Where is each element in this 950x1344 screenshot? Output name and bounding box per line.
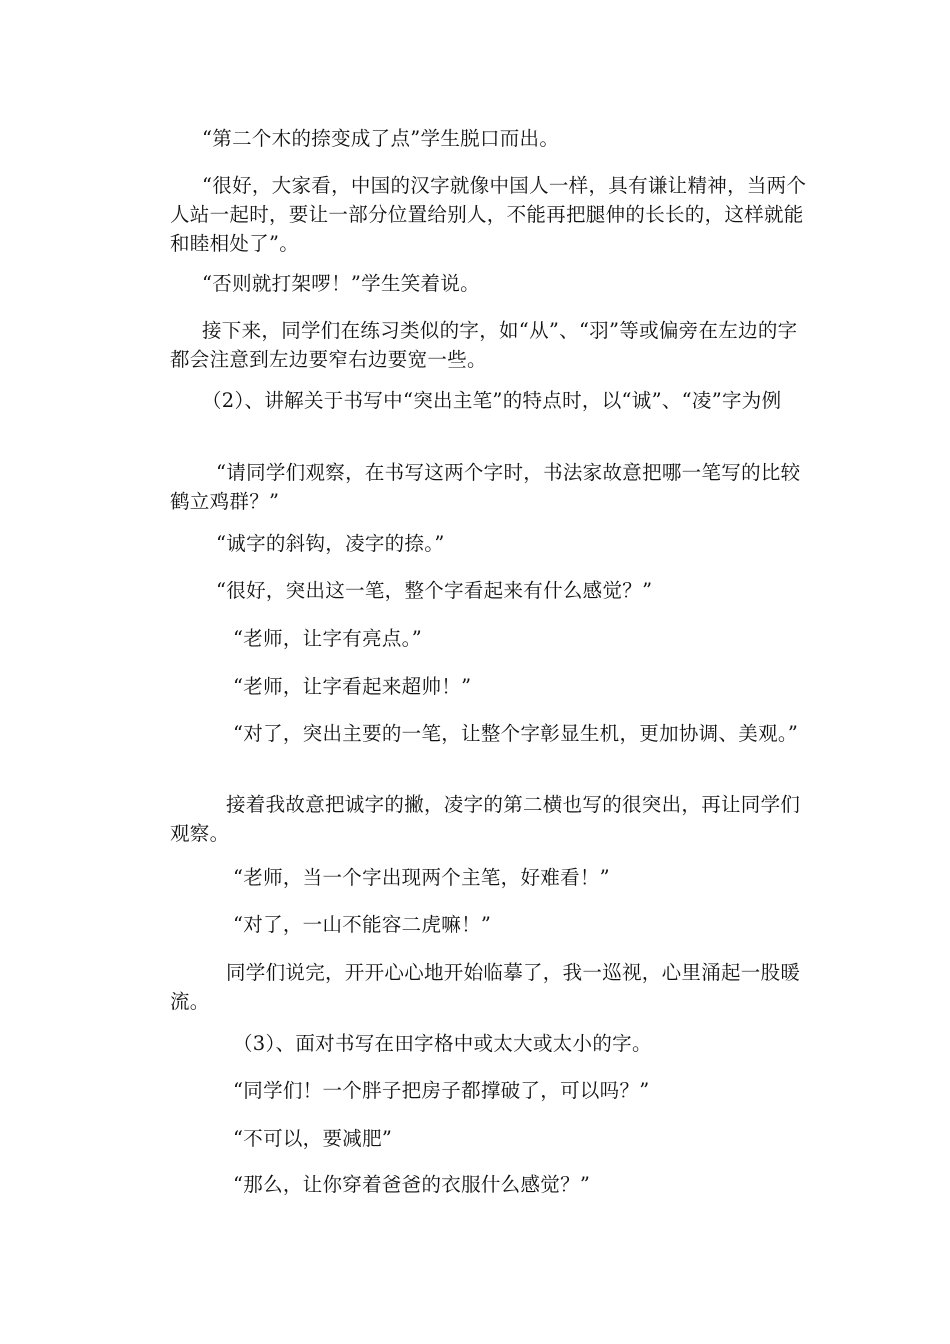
paragraph: “对了，突出主要的一笔，让整个字彰显生机，更加协调、美观。” bbox=[233, 722, 799, 745]
paragraph: 接下来，同学们在练习类似的字，如“从”、“羽”等或偏旁在左边的字都会注意到左边要窄右边要宽一些。 bbox=[170, 319, 798, 371]
paragraph: “很好，突出这一笔，整个字看起来有什么感觉？” bbox=[216, 579, 653, 602]
paragraph: “否则就打架啰！”学生笑着说。 bbox=[202, 272, 480, 295]
paragraph: “老师，让字有亮点。” bbox=[233, 627, 422, 650]
paragraph: “很好，大家看，中国的汉字就像中国人一样，具有谦让精神，当两个人站一起时，要让一部分位置给别人，不能再把腿伸的长长的，这样就能和睦相处了”。 bbox=[170, 174, 807, 255]
paragraph: “请同学们观察，在书写这两个字时，书法家故意把哪一笔写的比较鹤立鸡群？” bbox=[170, 461, 801, 513]
paragraph: 接着我故意把诚字的撇，凌字的第二横也写的很突出，再让同学们观察。 bbox=[170, 793, 801, 845]
paragraph: （3）、面对书写在田字格中或太大或太小的字。 bbox=[233, 1032, 652, 1055]
paragraph: “对了，一山不能容二虎嘛！” bbox=[233, 913, 492, 936]
paragraph: “同学们！一个胖子把房子都撑破了，可以吗？” bbox=[233, 1079, 650, 1102]
paragraph: （2）、讲解关于书写中“突出主笔”的特点时，以“诚”、“凌”字为例 bbox=[202, 389, 782, 412]
paragraph: “老师，当一个字出现两个主笔，好难看！” bbox=[233, 866, 610, 889]
paragraph: “老师，让字看起来超帅！” bbox=[233, 675, 472, 698]
paragraph: 同学们说完，开开心心地开始临摹了，我一巡视，心里涌起一股暖流。 bbox=[170, 961, 801, 1013]
paragraph: “诚字的斜钩，凌字的捺。” bbox=[216, 532, 445, 555]
paragraph: “不可以，要减肥” bbox=[233, 1127, 393, 1150]
paragraph: “那么，让你穿着爸爸的衣服什么感觉？” bbox=[233, 1173, 591, 1196]
paragraph: “第二个木的捺变成了点”学生脱口而出。 bbox=[202, 127, 560, 150]
